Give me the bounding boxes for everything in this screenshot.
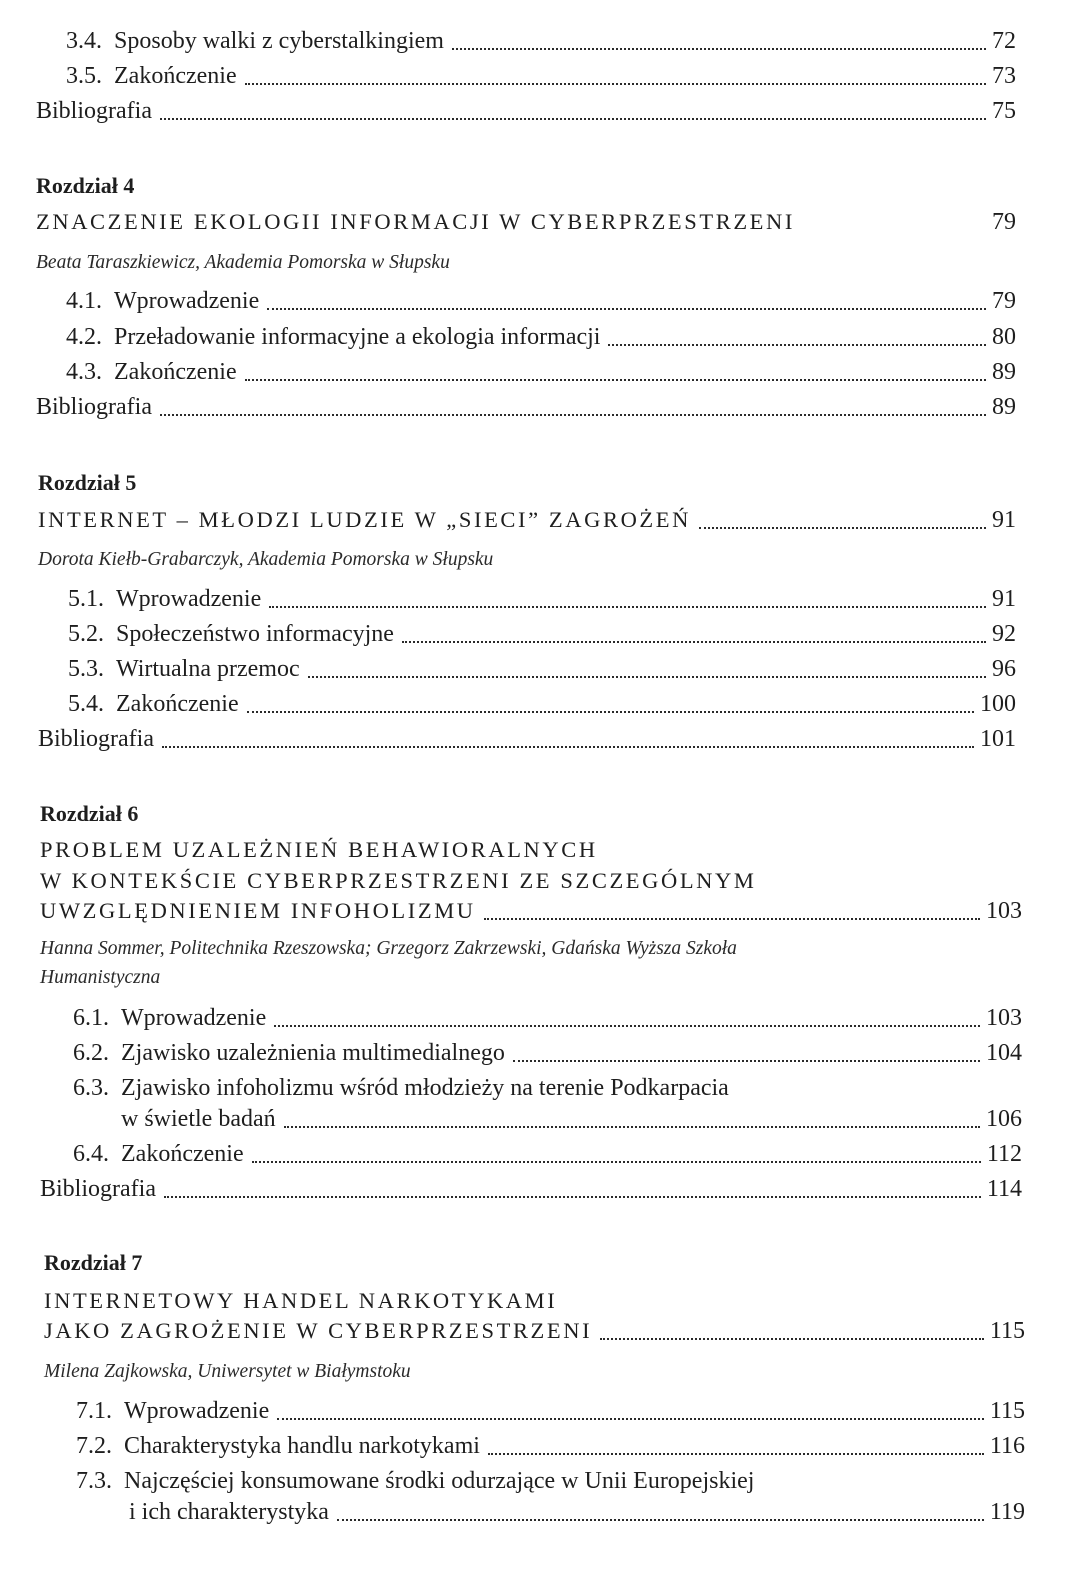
section-title: Wprowadzenie <box>124 1398 270 1424</box>
toc-entry <box>66 357 1016 387</box>
toc-entry-continuation <box>129 1497 1025 1527</box>
toc-bibliography <box>36 392 1016 422</box>
dot-leader <box>488 1453 984 1455</box>
chapter-title-text: ZNACZENIE EKOLOGII INFORMACJI W CYBERPRZESTRZENI <box>36 209 795 234</box>
page-number: 91 <box>992 586 1016 612</box>
chapter-author: Humanistyczna <box>40 967 161 988</box>
toc-entry <box>73 1139 1022 1169</box>
section-title: Przeładowanie informacyjne a ekologia informacji <box>114 324 601 350</box>
toc-bibliography <box>36 96 1016 126</box>
bibliography-title: Bibliografia <box>36 394 152 420</box>
section-number: 5.1. <box>68 586 104 612</box>
chapter-author: Beata Taraszkiewicz, Akademia Pomorska w Słupsku <box>36 252 450 273</box>
toc-entry <box>66 322 1016 352</box>
toc-entry <box>76 1396 1025 1426</box>
section-title: Wprowadzenie <box>114 288 260 314</box>
chapter-title-text: UWZGLĘDNIENIEM INFOHOLIZMU <box>40 898 476 923</box>
dot-leader <box>308 676 986 678</box>
section-title: i ich charakterystyka <box>129 1499 329 1525</box>
chapter-label: Rozdział 6 <box>40 801 139 826</box>
dot-leader <box>269 606 986 608</box>
page-number: 96 <box>992 656 1016 682</box>
section-number: 6.2. <box>73 1040 109 1066</box>
toc-entry <box>68 654 1016 684</box>
chapter-title-line: PROBLEM UZALEŻNIEŃ BEHAWIORALNYCH <box>40 837 598 862</box>
toc-entry <box>76 1466 1025 1496</box>
section-title: Zakończenie <box>121 1141 244 1167</box>
page-number: 79 <box>992 288 1016 314</box>
toc-entry <box>73 1003 1022 1033</box>
section-number: 4.2. <box>66 324 102 350</box>
section-number: 5.4. <box>68 691 104 717</box>
bibliography-title: Bibliografia <box>40 1176 156 1202</box>
section-title: Wirtualna przemoc <box>116 656 300 682</box>
toc-entry <box>76 1431 1025 1461</box>
section-title: Zjawisko uzależnienia multimedialnego <box>121 1040 505 1066</box>
page-number: 79 <box>992 209 1016 235</box>
section-number: 4.3. <box>66 359 102 385</box>
dot-leader <box>267 308 986 310</box>
section-title: Społeczeństwo informacyjne <box>116 621 394 647</box>
page-number: 119 <box>989 1499 1025 1525</box>
toc-entry <box>66 61 1016 91</box>
chapter-title <box>36 207 1016 237</box>
toc-bibliography <box>38 724 1016 754</box>
page-number: 112 <box>986 1141 1022 1167</box>
dot-leader <box>600 1338 984 1340</box>
dot-leader <box>160 414 986 416</box>
toc-entry <box>66 286 1016 316</box>
section-number: 3.5. <box>66 63 102 89</box>
chapter-label: Rozdział 7 <box>44 1250 143 1275</box>
dot-leader <box>284 1126 980 1128</box>
toc-bibliography <box>40 1174 1022 1204</box>
page-number: 92 <box>992 621 1016 647</box>
dot-leader <box>608 344 986 346</box>
bibliography-title: Bibliografia <box>38 726 154 752</box>
page-number: 103 <box>986 1005 1022 1031</box>
dot-leader <box>164 1196 981 1198</box>
section-number: 7.3. <box>76 1468 112 1494</box>
dot-leader <box>452 48 986 50</box>
section-number: 6.1. <box>73 1005 109 1031</box>
page-number: 100 <box>980 691 1016 717</box>
bibliography-title: Bibliografia <box>36 98 152 124</box>
page-number: 75 <box>992 98 1016 124</box>
dot-leader <box>402 641 986 643</box>
page-number: 115 <box>989 1398 1025 1424</box>
dot-leader <box>699 527 986 529</box>
page-number: 73 <box>992 63 1016 89</box>
dot-leader <box>245 379 986 381</box>
page-number: 89 <box>992 359 1016 385</box>
dot-leader <box>252 1161 981 1163</box>
toc-entry-continuation <box>121 1104 1022 1134</box>
section-number: 7.1. <box>76 1398 112 1424</box>
page-number: 101 <box>980 726 1016 752</box>
dot-leader <box>337 1519 984 1521</box>
section-title: Charakterystyka handlu narkotykami <box>124 1433 480 1459</box>
dot-leader <box>162 746 974 748</box>
dot-leader <box>160 118 986 120</box>
toc-entry <box>68 619 1016 649</box>
chapter-title-line <box>40 896 1022 926</box>
section-number: 5.3. <box>68 656 104 682</box>
section-number: 6.4. <box>73 1141 109 1167</box>
page-number: 106 <box>986 1106 1022 1132</box>
section-title: Zakończenie <box>114 359 237 385</box>
page-number: 103 <box>986 898 1022 924</box>
chapter-title <box>38 505 1016 535</box>
chapter-label: Rozdział 5 <box>38 470 137 495</box>
section-number: 7.2. <box>76 1433 112 1459</box>
chapter-author: Milena Zajkowska, Uniwersytet w Białymstoku <box>44 1361 411 1382</box>
section-number: 5.2. <box>68 621 104 647</box>
page-number: 115 <box>989 1318 1025 1344</box>
section-title: Zjawisko infoholizmu wśród młodzieży na terenie Podkarpacia <box>121 1075 729 1101</box>
toc-entry <box>73 1038 1022 1068</box>
section-title: Zakończenie <box>116 691 239 717</box>
dot-leader <box>513 1060 980 1062</box>
dot-leader <box>484 918 980 920</box>
chapter-title-line: INTERNETOWY HANDEL NARKOTYKAMI <box>44 1288 558 1313</box>
chapter-author: Dorota Kiełb-Grabarczyk, Akademia Pomorska w Słupsku <box>38 549 494 570</box>
section-title: Najczęściej konsumowane środki odurzające w Unii Europejskiej <box>124 1468 755 1494</box>
dot-leader <box>277 1418 984 1420</box>
section-title: Wprowadzenie <box>116 586 262 612</box>
section-number: 4.1. <box>66 288 102 314</box>
page-number: 89 <box>992 394 1016 420</box>
chapter-title-line <box>44 1316 1025 1346</box>
page-number: 72 <box>992 28 1016 54</box>
chapter-title-text: JAKO ZAGROŻENIE W CYBERPRZESTRZENI <box>44 1318 593 1343</box>
toc-entry <box>73 1073 1022 1103</box>
chapter-author: Hanna Sommer, Politechnika Rzeszowska; Grzegorz Zakrzewski, Gdańska Wyższa Szkoła <box>40 938 737 959</box>
toc-entry <box>68 689 1016 719</box>
page-number: 91 <box>992 507 1016 533</box>
chapter-label: Rozdział 4 <box>36 173 135 198</box>
section-number: 3.4. <box>66 28 102 54</box>
section-title: Zakończenie <box>114 63 237 89</box>
dot-leader <box>274 1025 980 1027</box>
chapter-title-line: W KONTEKŚCIE CYBERPRZESTRZENI ZE SZCZEGÓLNYM <box>40 868 757 893</box>
toc-entry <box>68 584 1016 614</box>
section-title: Sposoby walki z cyberstalkingiem <box>114 28 444 54</box>
page-number: 116 <box>989 1433 1025 1459</box>
dot-leader <box>245 83 986 85</box>
page-number: 104 <box>986 1040 1022 1066</box>
page-number: 80 <box>992 324 1016 350</box>
chapter-title-text: INTERNET – MŁODZI LUDZIE W „SIECI” ZAGROŻEŃ <box>38 507 691 532</box>
toc-entry <box>66 26 1016 56</box>
page-number: 114 <box>986 1176 1022 1202</box>
dot-leader <box>247 711 974 713</box>
section-title: w świetle badań <box>121 1106 276 1132</box>
section-title: Wprowadzenie <box>121 1005 267 1031</box>
section-number: 6.3. <box>73 1075 109 1101</box>
